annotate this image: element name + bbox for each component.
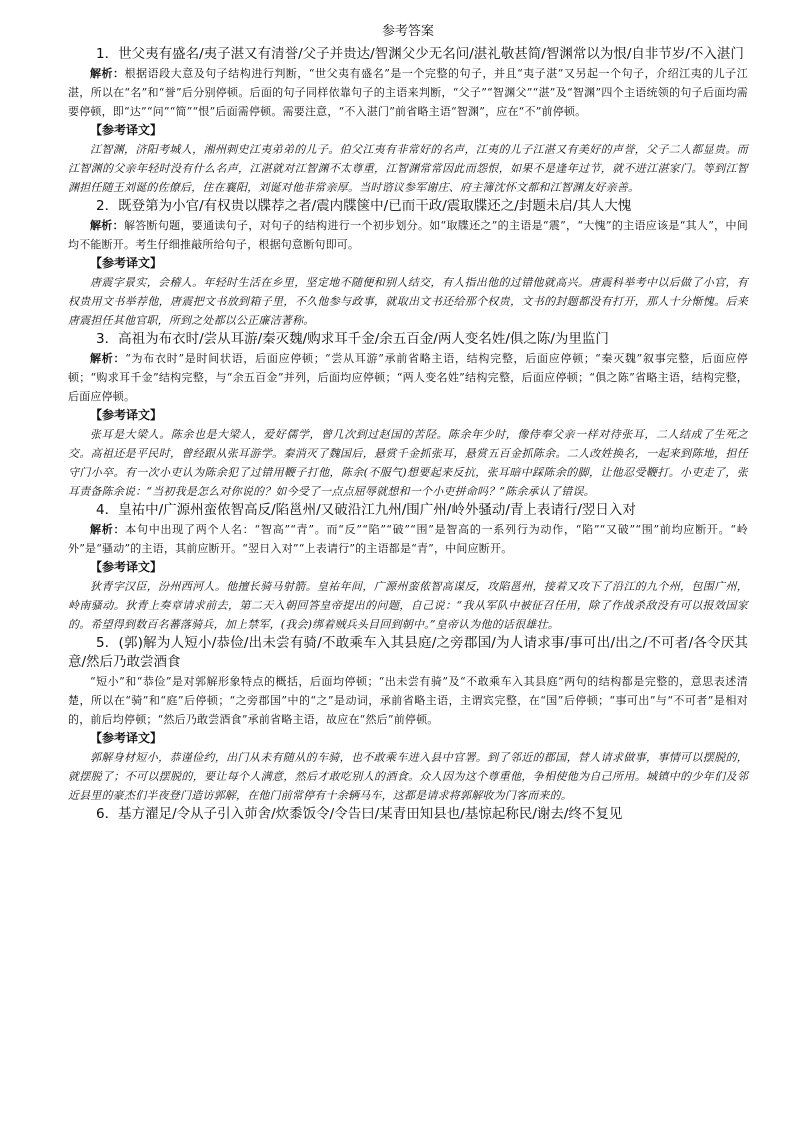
analysis-paragraph bbox=[68, 672, 748, 729]
page-title: 参考答案 bbox=[381, 24, 434, 39]
question-line: 3．高祖为布衣时/尝从耳游/秦灭魏/购求耳千金/余五百金/两人变名姓/俱之陈/为里监门 bbox=[96, 331, 609, 347]
analysis-text: 本句中出现了两个人名：“智高”“青”。而“反”“陷”“破”“围”是智高的一系列行为动作，“陷”“又破”“围”前均应断开。“岭外”是“骚动”的主语，其前应断开。“翌日入对”“上表请行”的主语都是“青”，中间应断开。 bbox=[68, 523, 748, 555]
translation-paragraph: 唐震字景实，会稽人。年轻时生活在乡里，坚定地不随便和别人结交，有人指出他的过错他就高兴。唐震科举考中以后做了小官，有权贵用文书举荐他，唐震把文书放到箱子里，不久他参与政事，就取出文书还给那个权贵，文书的封题都没有打开，那人十分惭愧。后来唐震担任其他官职，所到之处都以公正廉洁著称。 bbox=[68, 276, 748, 327]
reference-translation-label: 【参考译文】 bbox=[90, 256, 163, 270]
analysis-label: 解析： bbox=[90, 523, 126, 536]
translation-paragraph: 狄青字汉臣，汾州西河人。他擅长骑马射箭。皇祐年间，广源州蛮侬智高谋反，攻陷邕州，接着又攻下了沿江的九个州，包围广州，岭南骚动。狄青上奏章请求前去，第二天入朝回答皇帝提出的问题，自己说：“我从军队中被征召任用，除了作战杀敌没有可以报效国家的。希望得到数百名蕃落骑兵，加上禁军，(我会)绑着贼兵头目回到朝中。”皇帝认为他的话很雄壮。 bbox=[68, 580, 748, 631]
translation-paragraph: 江智渊，济阳考城人，湘州刺史江夷弟弟的儿子。伯父江夷有非常好的名声，江夷的儿子江湛又有美好的声誉，父子二人都显贵。而江智渊的父亲年轻时没有什么名声，江湛就对江智渊不太尊重，江智渊常常因此而怨恨，如果不是逢年过节，就不进江湛家门。等到江智渊担任随王刘诞的佐僚后，住在襄阳，刘诞对他非常亲厚。当时谘议参军谢庄、府主簿沈怀文都和江智渊友好亲善。 bbox=[68, 143, 748, 194]
analysis-text: “短小”和“恭俭”是对郭解形象特点的概括，后面均停顿；“出未尝有骑”及“不敢乘车入其县庭”两句的结构都是完整的，意思表述清楚，所以在“骑”和“庭”后停顿；“之旁郡国”中的“之”是动词，承前省略主语，主谓宾完整，在“国”后停顿；“事可出”与“不可者”是相对的，前后均停顿；“然后乃敢尝酒食”承前省略主语，故应在“然后”前停顿。 bbox=[68, 675, 748, 726]
analysis-label: 解析： bbox=[90, 352, 126, 365]
answer-item-1 bbox=[68, 45, 748, 197]
analysis-label: 解析： bbox=[90, 219, 124, 232]
reference-translation-label: 【参考译文】 bbox=[90, 731, 163, 745]
analysis-paragraph bbox=[68, 349, 748, 406]
answer-item-2 bbox=[68, 197, 748, 330]
answer-page bbox=[68, 20, 748, 824]
analysis-paragraph bbox=[68, 520, 748, 558]
reference-translation-label: 【参考译文】 bbox=[90, 560, 163, 574]
analysis-text: “为布衣时”是时间状语，后面应停顿；“尝从耳游”承前省略主语，结构完整，后面应停顿；“秦灭魏”叙事完整，后面应停顿；“购求耳千金”结构完整，与“余五百金”并列，后面均应停顿；“两人变名姓”结构完整，后面应停顿；“俱之陈”省略主语，结构完整，后面应停顿。 bbox=[68, 352, 748, 403]
question-line: 4．皇祐中/广源州蛮侬智高反/陷邕州/又破沿江九州/围广州/岭外骚动/青上表请行/翌日入对 bbox=[96, 502, 636, 518]
question-line: 5．(郭)解为人短小/恭俭/出未尝有骑/不敢乘车入其县庭/之旁郡国/为人请求事/事可出/出之/不可者/各令厌其意/然后乃敢尝酒食 bbox=[68, 635, 748, 670]
translation-paragraph: 郭解身材短小，恭谨俭约，出门从未有随从的车骑，也不敢乘车进入县中官署。到了邻近的郡国，替人请求做事，事情可以摆脱的，就摆脱了；不可以摆脱的，要让每个人满意，然后才敢吃别人的酒食。众人因为这个尊重他，争相使他为自己所用。城镇中的少年们及邻近县里的豪杰们半夜登门造访郭解，在他门前常停有十余辆马车，这都是请求将郭解收为门客而来的。 bbox=[68, 751, 748, 802]
reference-translation-label: 【参考译文】 bbox=[90, 408, 163, 422]
answer-item-4 bbox=[68, 501, 748, 634]
analysis-label: 解析： bbox=[90, 67, 125, 80]
answer-item-6 bbox=[68, 805, 748, 824]
reference-translation-label: 【参考译文】 bbox=[90, 123, 163, 137]
question-line: 6．基方濯足/令从子引入茆舍/炊黍饭令/令告曰/某青田知县也/基惊起称民/谢去/终不复见 bbox=[96, 806, 623, 822]
analysis-text: 解答断句题，要通读句子，对句子的结构进行一个初步划分。如“取牒还之”的主语是“震”，“大愧”的主语应该是“其人”，中间均不能断开。考生仔细推敲所给句子，根据句意断句即可。 bbox=[68, 219, 748, 251]
answer-item-3 bbox=[68, 330, 748, 501]
question-line: 2．既登第为小官/有权贵以牒荐之者/震内牒箧中/已而干政/震取牒还之/封题未启/其人大愧 bbox=[96, 198, 632, 214]
analysis-paragraph bbox=[68, 64, 748, 121]
translation-paragraph: 张耳是大梁人。陈余也是大梁人，爱好儒学，曾几次到过赵国的苦陉。陈余年少时，像侍奉父亲一样对待张耳，二人结成了生死之交。高祖还是平民时，曾经跟从张耳游学。秦消灭了魏国后，悬赏千金抓张耳，悬赏五百金抓陈余。二人改姓换名，一起来到陈地，担任守门小卒。有一次小吏认为陈余犯了过错用鞭子打他，陈余(不服气)想要起来反抗，张耳暗中踩陈余的脚，让他忍受鞭打。小吏走了，张耳责备陈余说：“当初我是怎么对你说的？如今受了一点点屈辱就想和一个小吏拼命吗？”陈余承认了错误。 bbox=[68, 428, 748, 498]
analysis-text: 根据语段大意及句子结构进行判断，“世父夷有盛名”是一个完整的句子，并且“夷子湛”又另起一个句子，介绍江夷的儿子江湛，所以在“名”和“誉”后分别停顿。后面的句子同样依靠句子的主语来判断，“父子”“智渊父”“湛”及“智渊”四个主语统领的句子后面均需要停顿，即“达”“问”“简”“恨”后面需停顿。需要注意，“不入湛门”前省略主语“智渊”，应在“不”前停顿。 bbox=[68, 67, 748, 118]
analysis-paragraph bbox=[68, 216, 748, 254]
answer-item-5 bbox=[68, 634, 748, 805]
question-line: 1．世父夷有盛名/夷子湛又有清誉/父子并贵达/智渊父少无名问/湛礼敬甚简/智渊常以为恨/自非节岁/不入湛门 bbox=[96, 46, 744, 62]
